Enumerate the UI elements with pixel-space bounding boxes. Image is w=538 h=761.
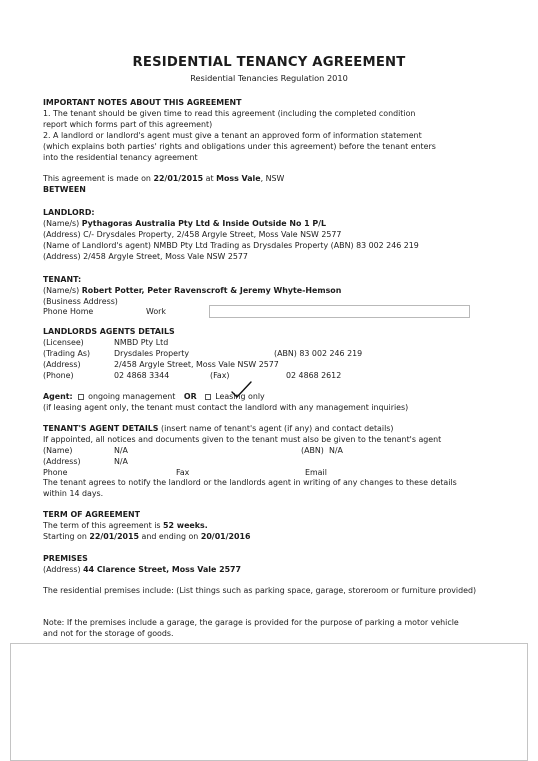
agent-row-label: (Phone) (43, 371, 74, 380)
tenants-agent-name-value: N/A (114, 446, 128, 455)
tenants-agent-abn-value: N/A (329, 446, 343, 455)
agreement-state: , NSW (260, 174, 285, 183)
leasing-only-checkbox[interactable] (205, 394, 211, 400)
term-start-prefix: Starting on (43, 532, 87, 541)
term-prefix: The term of this agreement is (43, 521, 161, 530)
tenant-work-phone-field[interactable] (209, 305, 470, 318)
agents-heading: LANDLORDS AGENTS DETAILS (43, 327, 175, 336)
agent-row-label: (Trading As) (43, 349, 91, 358)
landlord-agent-address: (Address) 2/458 Argyle Street, Moss Vale NSW 2577 (43, 252, 248, 261)
term-line (43, 520, 208, 531)
agent-or: OR (183, 392, 197, 401)
agreement-place: Moss Vale (216, 174, 261, 183)
agent-row-value: 2/458 Argyle Street, Moss Vale NSW 2577 (114, 360, 279, 369)
note-line: into the residential tenancy agreement (43, 153, 198, 162)
tenants-agent-name-label: (Name) (43, 446, 73, 455)
agent-note: (if leasing agent only, the tenant must contact the landlord with any management inquiries) (43, 403, 409, 412)
tenants-agent-abn-label: (ABN) (301, 446, 324, 455)
note-line: 1. The tenant should be given time to read this agreement (including the completed condition (43, 109, 416, 118)
term-end-prefix: and ending on (141, 532, 199, 541)
agent-row-label: (Address) (43, 360, 81, 369)
landlord-agent: (Name of Landlord's agent) NMBD Pty Ltd Trading as Drysdales Property (ABN) 83 002 246 219 (43, 241, 419, 250)
ongoing-management-checkbox[interactable] (78, 394, 84, 400)
tenants-agent-phone-label: Phone (43, 468, 68, 477)
agent-row-value: NMBD Pty Ltd (114, 338, 169, 347)
page-subtitle: Residential Tenancies Regulation 2010 (190, 73, 348, 83)
tenant-business-address: (Business Address) (43, 297, 118, 306)
ongoing-management-label: ongoing management (88, 392, 176, 401)
premises-address-label: (Address) (43, 565, 81, 574)
premises-description-box[interactable] (10, 643, 528, 761)
tenant-name-line (43, 285, 341, 296)
agent-abn: (ABN) 83 002 246 219 (274, 349, 363, 358)
landlord-name-label: (Name/s) (43, 219, 80, 228)
tenants-agent-notify-days: within 14 days. (43, 489, 104, 498)
term-dates-line (43, 531, 251, 542)
landlord-address: (Address) C/- Drysdales Property, 2/458 Argyle Street, Moss Vale NSW 2577 (43, 230, 342, 239)
tenants-agent-email-label: Email (305, 468, 327, 477)
note-line: 2. A landlord or landlord's agent must give a tenant an approved form of information statement (43, 131, 422, 140)
leasing-only-label: Leasing only (215, 392, 265, 401)
term-length: 52 weeks. (163, 521, 208, 530)
agent-row-value: 02 4868 3344 (114, 371, 170, 380)
agreement-prefix: This agreement is made on (43, 174, 151, 183)
term-start-date: 22/01/2015 (89, 532, 140, 541)
garage-note-cont: and not for the storage of goods. (43, 629, 174, 638)
tenant-name-label: (Name/s) (43, 286, 80, 295)
tenant-heading: TENANT: (43, 275, 82, 284)
tenants-agent-address-label: (Address) (43, 457, 81, 466)
agreement-line (43, 173, 284, 184)
agent-row-label: (Licensee) (43, 338, 84, 347)
premises-include: The residential premises include: (List things such as parking space, garage, storeroom or furniture provided) (43, 586, 477, 595)
agreement-date: 22/01/2015 (153, 174, 204, 183)
page-title: RESIDENTIAL TENANCY AGREEMENT (132, 55, 406, 70)
premises-address-value: 44 Clarence Street, Moss Vale 2577 (83, 565, 242, 574)
tenant-name-value: Robert Potter, Peter Ravenscroft & Jeremy Whyte-Hemson (81, 286, 342, 295)
term-heading: TERM OF AGREEMENT (43, 510, 140, 519)
agreement-at: at (205, 174, 214, 183)
tenants-agent-notice: If appointed, all notices and documents given to the tenant must also be given to the tenant's agent (43, 435, 442, 444)
term-end-date: 20/01/2016 (200, 532, 251, 541)
tenants-agent-heading-line (43, 423, 393, 434)
checkmark-icon (231, 381, 253, 399)
premises-heading: PREMISES (43, 554, 88, 563)
landlord-heading: LANDLORD: (43, 208, 95, 217)
between-heading: BETWEEN (43, 185, 86, 194)
premises-address-line (43, 564, 241, 575)
agent-type-label: Agent: (43, 392, 73, 401)
landlord-name-value: Pythagoras Australia Pty Ltd & Inside Outside No 1 P/L (81, 219, 327, 228)
tenant-phone-home-label: Phone Home (43, 307, 94, 316)
landlord-name-line (43, 218, 326, 229)
agent-fax-value: 02 4868 2612 (286, 371, 342, 380)
agent-row-value: Drysdales Property (114, 349, 189, 358)
notes-heading: IMPORTANT NOTES ABOUT THIS AGREEMENT (43, 98, 242, 107)
tenants-agent-address-value: N/A (114, 457, 128, 466)
tenants-agent-notify: The tenant agrees to notify the landlord or the landlords agent in writing of any changes to these details (43, 478, 457, 487)
garage-note: Note: If the premises include a garage, the garage is provided for the purpose of parking a motor vehicle (43, 618, 459, 627)
agent-fax-label: (Fax) (210, 371, 230, 380)
tenants-agent-fax-label: Fax (176, 468, 190, 477)
note-line: (which explains both parties' rights and obligations under this agreement) before the tenant enters (43, 142, 436, 151)
tenants-agent-heading-note: (insert name of tenant's agent (if any) and contact details) (158, 424, 394, 433)
tenant-work-label: Work (146, 307, 166, 316)
tenants-agent-heading: TENANT'S AGENT DETAILS (43, 424, 159, 433)
note-line: report which forms part of this agreement) (43, 120, 213, 129)
